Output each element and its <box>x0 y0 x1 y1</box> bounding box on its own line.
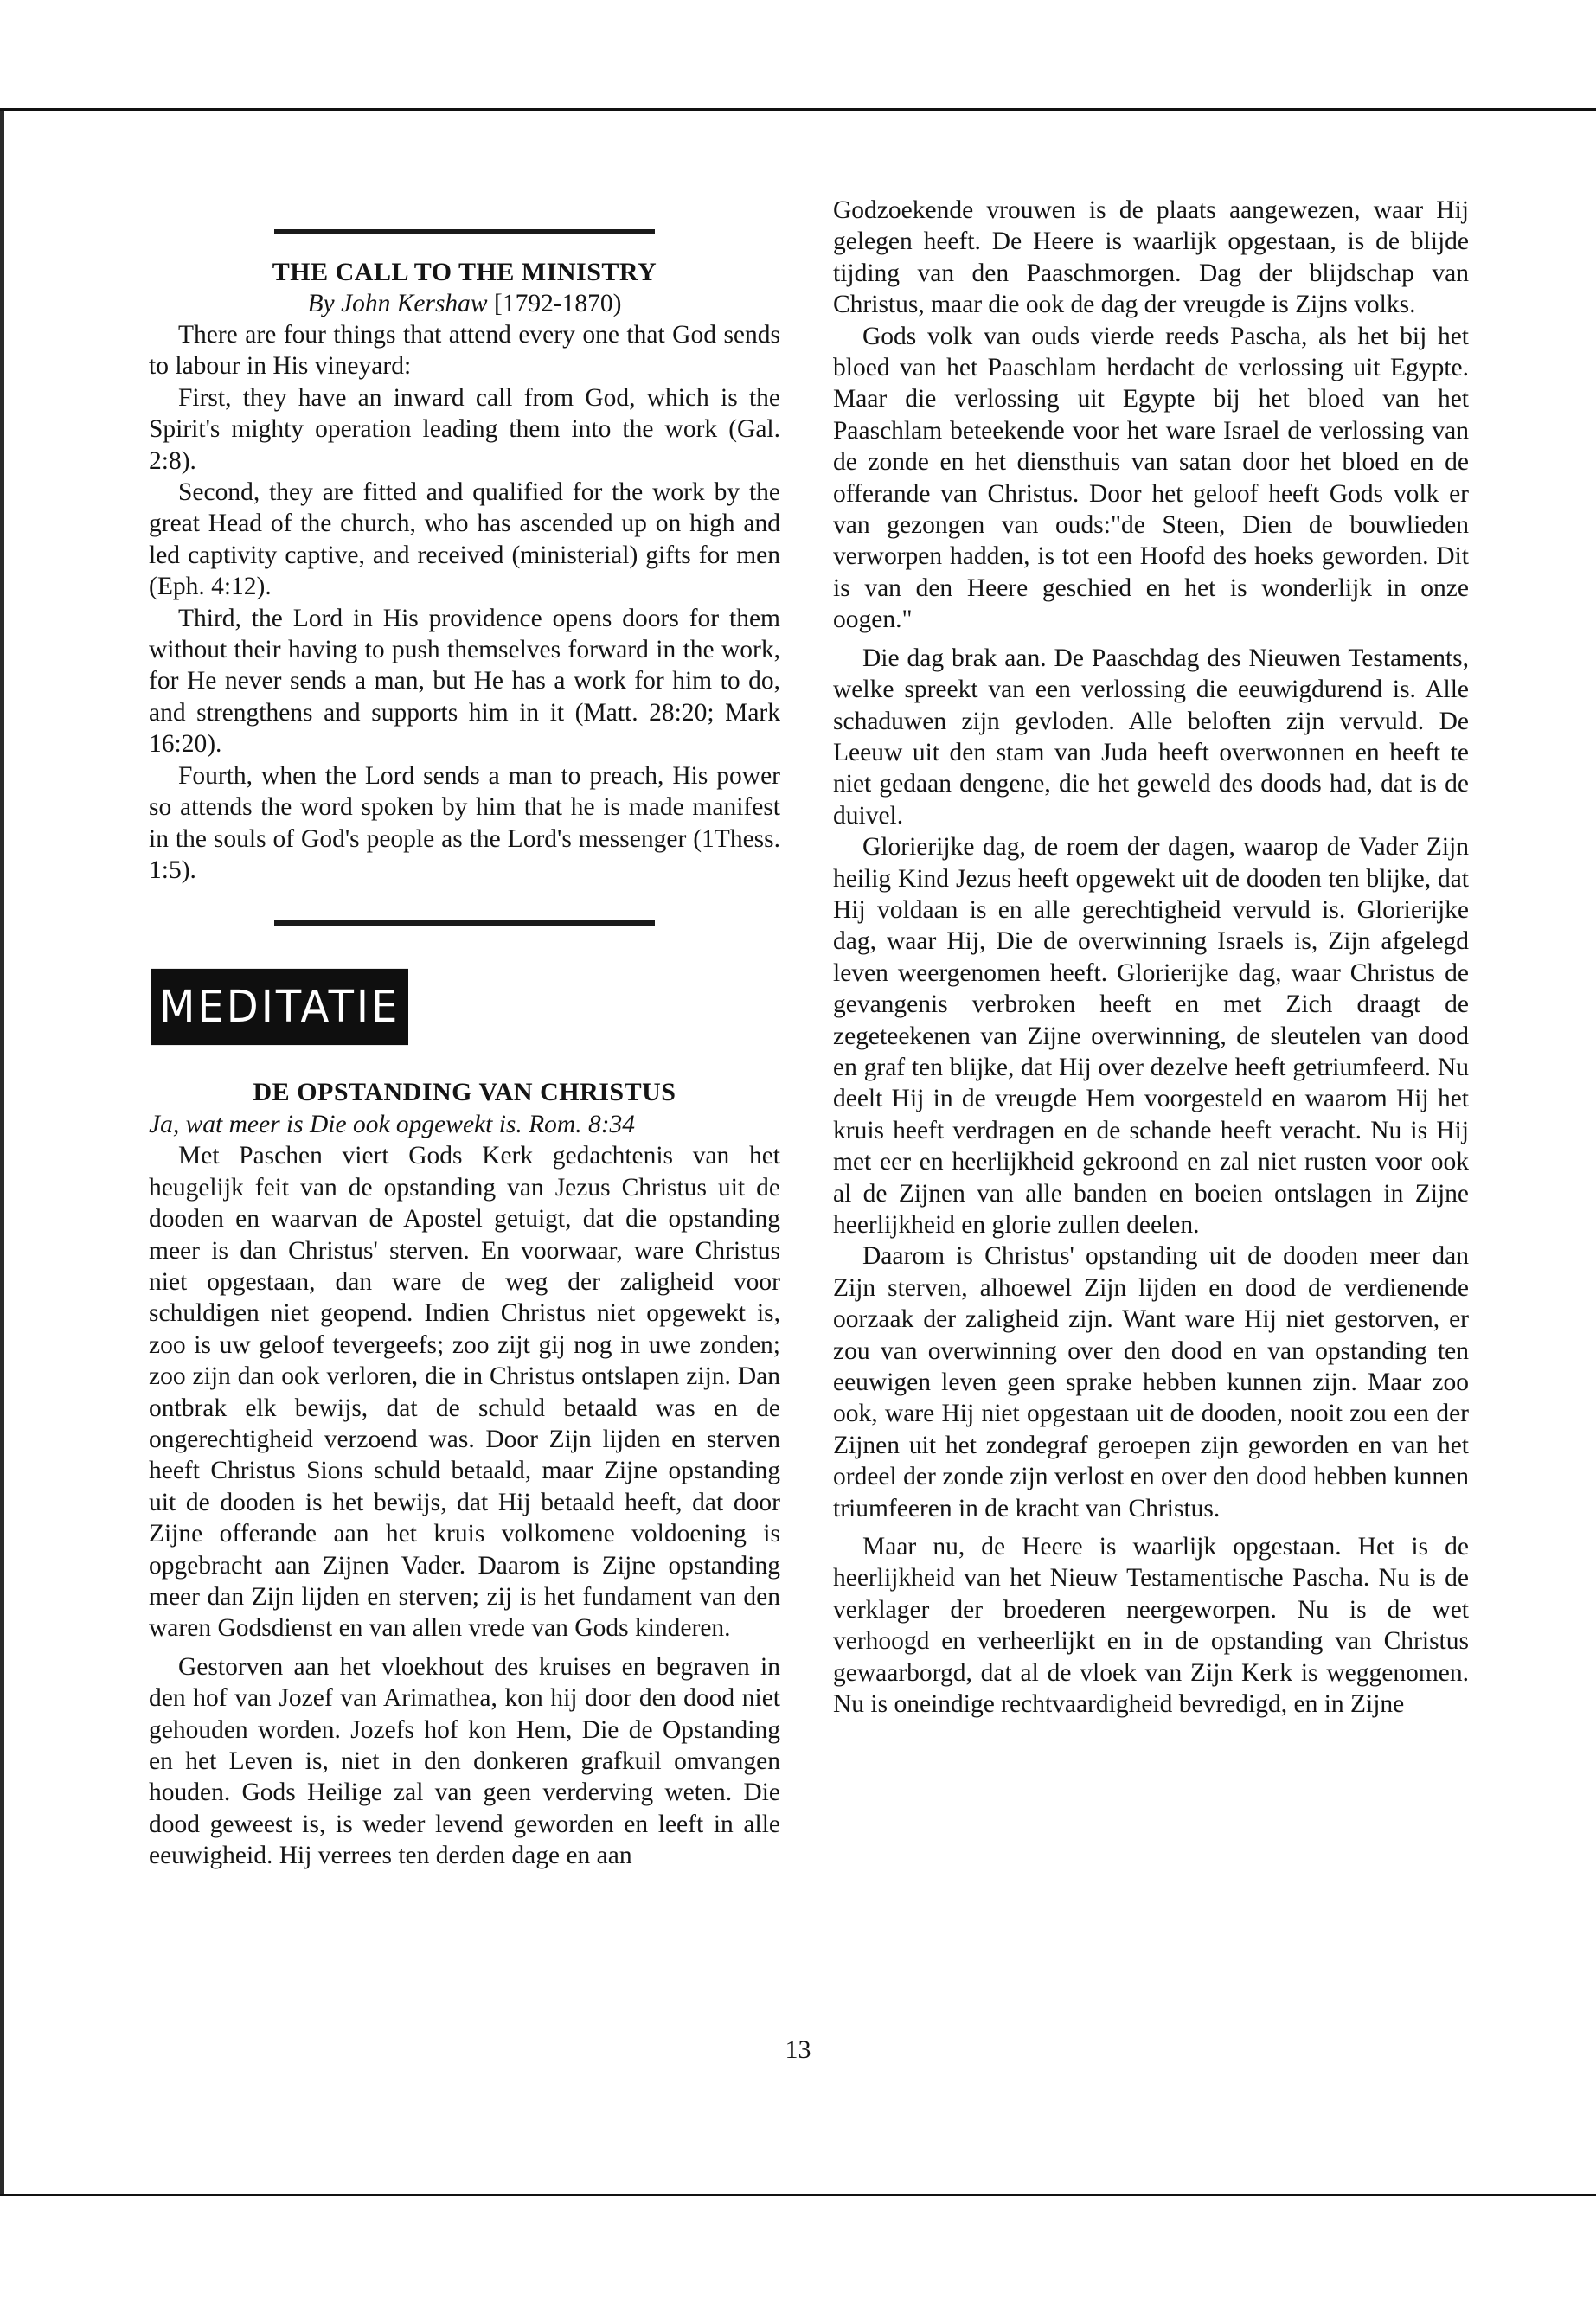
article-title-opstanding: DE OPSTANDING VAN CHRISTUS <box>253 1078 676 1107</box>
paragraph: Gods volk van ouds vierde reeds Pascha, als het bij het bloed van het Paaschlam herdacht de verlossing uit Egypte. Maar die verlossing uit Egypte bij het bloed van het Paaschlam beteekende voor het ware Israel de verlossing van de zonde en het diensthuis van satan door het bloed en de offerande van Christus. Door het geloof heeft Gods volk er van gezongen van ouds:"de Steen, Dien de bouwlieden verworpen hadden, is tot een Hoofd des hoeks geworden. Dit is van den Heere geschied en het is wonderlijk in onze oogen." <box>833 322 1469 634</box>
paragraph: Gestorven aan het vloekhout des kruises en begraven in den hof van Jozef van Arimathea, kon hij door den dood niet gehouden worden. Jozefs hof kon Hem, Die de Opstanding en het Leven is, niet in den donkeren grafkuil omvangen houden. Gods Heilige zal van geen verderving weten. Die dood geweest is, is weder levend geworden en leeft in alle eeuwigheid. Hij verrees ten derden dage en aan <box>149 1652 780 1870</box>
author-years: [1792-1870) <box>494 290 622 317</box>
section-divider <box>274 920 655 926</box>
paragraph: Met Paschen viert Gods Kerk gedachtenis van het heugelijk feit van de opstanding van Jezus Christus uit de dooden en waarvan de Apostel getuigt, dat die opstanding meer is dan Christus' sterven. En voorwaar, ware Christus niet opgestaan, dan ware de weg der zaligheid voor schuldigen niet geopend. Indien Christus niet opgewekt is, zoo is uw geloof tevergeefs; zoo zijt gij nog in uwe zonden; zoo zijn dan ook verloren, die in Christus ontslapen zijn. Dan ontbrak elk bewijs, dat de schuld betaald was en de ongerechtigheid verzoend was. Door Zijn lijden en sterven heeft Christus Sions schuld betaald, maar Zijne opstanding uit de dooden is het bewijs, dat Hij betaald heeft, dat door Zijne offerande aan het kruis volkomene voldoening is opgebracht aan Zijnen Vader. Daarom is Zijne opstanding meer dan Zijn lijden en sterven; zij is het fundament van den waren Godsdienst en van allen vrede van Gods kinderen. <box>149 1142 780 1643</box>
left-column <box>149 195 780 1872</box>
paragraph: Third, the Lord in His providence opens doors for them without their having to push themselves forward in the work, for He never sends a man, but He has a work for him to do, and strengthens and supports him in it (Matt. 28:20; Mark 16:20). <box>149 604 780 759</box>
section-divider <box>274 229 655 234</box>
page-number: 13 <box>785 2035 811 2064</box>
paragraph: Godzoekende vrouwen is de plaats aangewezen, waar Hij gelegen heeft. De Heere is waarlijk opgestaan, is de blijde tijding van den Paaschmorgen. Dag der blijdschap van Christus, maar die ook de dag der vreugde is Zijns volks. <box>833 196 1469 319</box>
scan-left-edge <box>0 111 4 2194</box>
paragraph: Maar nu, de Heere is waarlijk opgestaan. Het is de heerlijkheid van het Nieuw Testamentische Pascha. Nu is de verklager der broederen neergeworpen. Nu is de wet verhoogd en verheerlijkt en in de opstanding van Christus gewaarborgd, dat al de vloek van Zijn Kerk is weggenomen. Nu is oneindige rechtvaardigheid bevredigd, en in Zijne <box>833 1533 1469 1719</box>
meditatie-badge-wrap <box>149 971 780 1050</box>
paragraph: Glorierijke dag, de roem der dagen, waarop de Vader Zijn heilig Kind Jezus heeft opgewekt uit de dooden ten blijke, dat Hij voldaan is en alle gerechtigheid vervuld is. Glorierijke dag, waar Hij, Die de overwinning Israels is, Zijn afgelegd leven weergenomen heeft. Glorierijke dag, waar Christus de gevangenis verbroken heeft en met Zich draagt de zegeteekenen van Zijne overwinning, de sleutelen van dood en graf ten blijke, dat Hij over dezelve heeft getriumfeerd. Nu deelt Hij in de vreugde Hem voorgesteld en waarom Hij het kruis heeft verdragen en de schande heeft veracht. Nu is Hij met eer en heerlijkheid gekroond en zal niet rusten voor ook al de Zijnen van alle banden en boeien ontslagen in Zijne heerlijkheid en glorie zullen deelen. <box>833 833 1469 1239</box>
paragraph: Second, they are fitted and qualified for the work by the great Head of the church, who has ascended up on high and led captivity captive, and received (ministerial) gifts for men (Eph. 4:12). <box>149 478 780 601</box>
author-name: By John Kershaw <box>307 290 488 317</box>
paragraph: Fourth, when the Lord sends a man to preach, His power so attends the word spoken by him that he is made manifest in the souls of God's people as the Lord's messenger (1Thess. 1:5). <box>149 761 780 884</box>
right-column <box>833 195 1469 1721</box>
article-author <box>149 288 780 319</box>
scripture-verse: Ja, wat meer is Die ook opgewekt is. Rom. 8:34 <box>149 1111 636 1139</box>
article-title-call-to-ministry: THE CALL TO THE MINISTRY <box>272 258 657 286</box>
paragraph: First, they have an inward call from God, which is the Spirit's mighty operation leading them into the work (Gal. 2:8). <box>149 383 780 475</box>
scan-top-margin <box>0 0 1596 111</box>
paragraph: Daarom is Christus' opstanding uit de dooden meer dan Zijn sterven, alhoewel Zijn lijden en dood de verdienende oorzaak der zaligheid zijn. Want ware Hij niet gestorven, er zou van overwinning over den dood en van opstanding ten eeuwigen leven geen sprake hebben kunnen zijn. Maar zoo ook, ware Hij niet opgestaan uit de dooden, nooit zou een der Zijnen uit het zondegraf geroepen zijn geworden en van het ordeel der zonde zijn verlost en over den dood hebben kunnen triumfeeren in de kracht van Christus. <box>833 1242 1469 1522</box>
paragraph: Die dag brak aan. De Paaschdag des Nieuwen Testaments, welke spreekt van een verlossing die eeuwigdurend is. Alle schaduwen zijn gevloden. Alle beloften zijn vervuld. De Leeuw uit den stam van Juda heeft overwonnen en heeft te niet gedaan dengene, die het geweld des doods had, dat is de duivel. <box>833 644 1469 830</box>
meditatie-badge: MEDITATIE <box>151 969 408 1045</box>
paragraph: There are four things that attend every one that God sends to labour in His vineyard: <box>149 321 780 381</box>
scan-bottom-margin <box>0 2194 1596 2301</box>
